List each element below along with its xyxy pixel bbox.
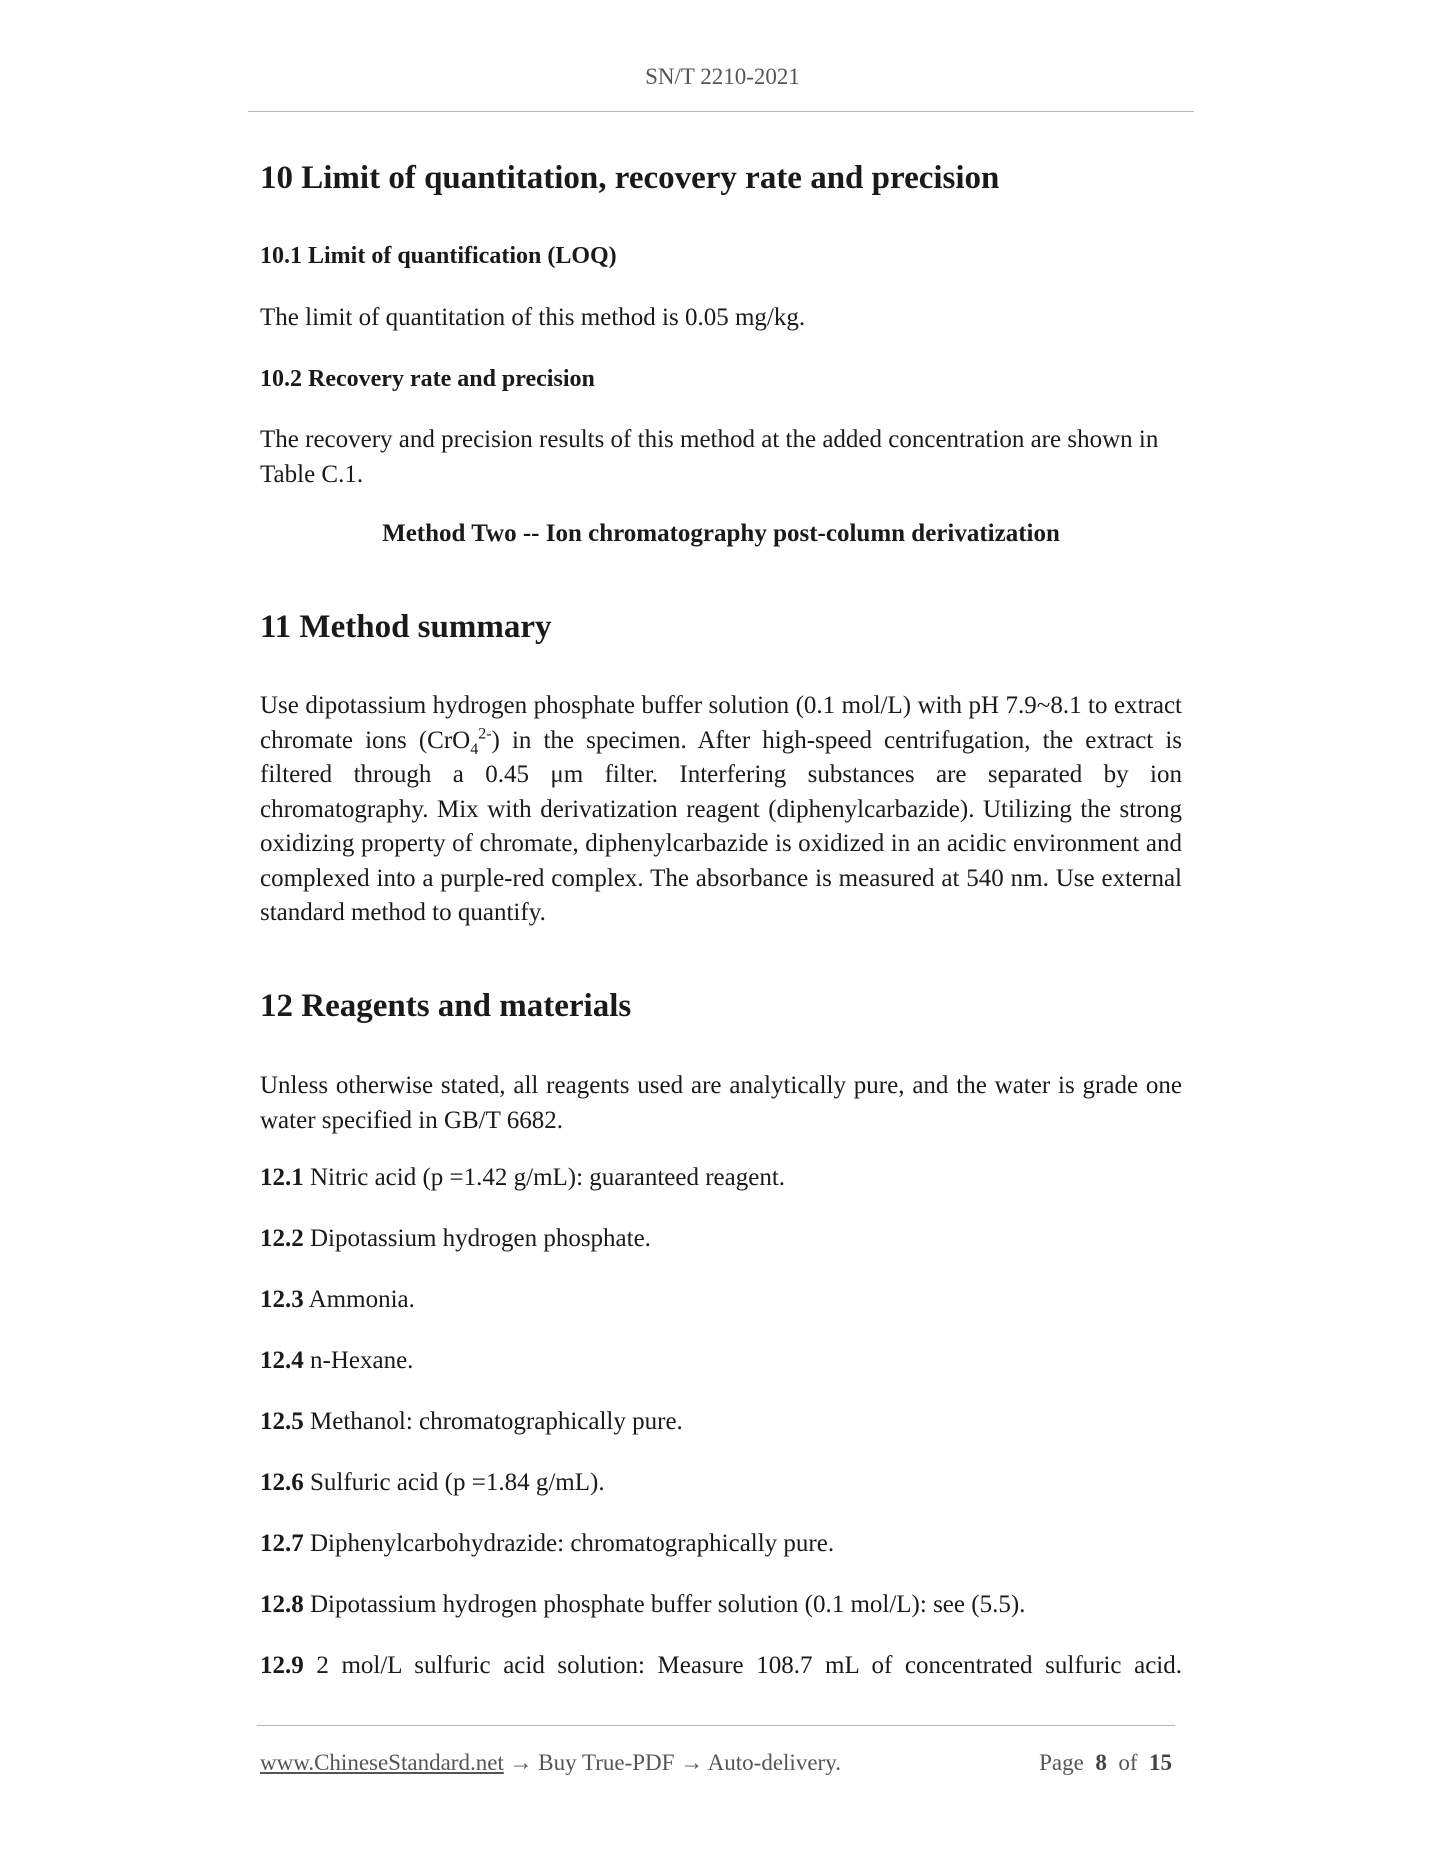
auto-delivery-text: Auto-delivery. <box>707 1750 841 1775</box>
reagent-item: 12.1 Nitric acid (p =1.42 g/mL): guaranteed reagent. <box>260 1164 786 1191</box>
reagent-item: 12.9 2 mol/L sulfuric acid solution: Measure 108.7 mL of concentrated sulfuric acid. <box>260 1652 1183 1679</box>
page-number: Page 8 of 15 <box>1039 1750 1172 1775</box>
section-12-intro: Unless otherwise stated, all reagents used are analytically pure, and the water is grade one water specified in GB/T 6682. <box>260 1072 1182 1134</box>
formula-superscript: 2- <box>478 725 492 743</box>
section-10-2-text: The recovery and precision results of this method at the added concentration are shown in Table C.1. <box>260 426 1159 488</box>
total-pages: 15 <box>1149 1750 1172 1775</box>
arrow-right-icon: → <box>509 1750 533 1775</box>
section-11-heading: 11 Method summary <box>260 609 552 645</box>
footer-divider <box>257 1725 1175 1726</box>
reagent-item: 12.2 Dipotassium hydrogen phosphate. <box>260 1225 651 1252</box>
section-10-1-heading: 10.1 Limit of quantification (LOQ) <box>260 243 617 269</box>
buy-true-pdf-text: Buy True-PDF <box>538 1750 675 1775</box>
section-11-text: Use dipotassium hydrogen phosphate buffer solution (0.1 mol/L) with pH 7.9~8.1 to extract chromate ions (CrO$_4^{2-}$) in the specimen. After high-speed centrifugation, the extract is filtered through a 0.45 μm filter. Interfering substances are separated by ion chromatography. Mix with derivatization reagent (diphenylcarbazide). Utilizing the strong oxidizing property of chromate, diphenylcarbazide is oxidized in an acidic environment and complexed into a purple-red complex. The absorbance is measured at 540 nm. Use external standard method to quantify. <box>260 692 1182 926</box>
reagent-item: 12.6 Sulfuric acid (p =1.84 g/mL). <box>260 1469 605 1496</box>
section-10-heading: 10 Limit of quantitation, recovery rate and precision <box>260 160 1000 196</box>
document-code-header: SN/T 2210-2021 <box>645 64 800 89</box>
section-12-heading: 12 Reagents and materials <box>260 988 632 1024</box>
method-two-title: Method Two -- Ion chromatography post-column derivatization <box>382 520 1060 547</box>
section-10-2-heading: 10.2 Recovery rate and precision <box>260 366 595 392</box>
reagent-item: 12.7 Diphenylcarbohydrazide: chromatographically pure. <box>260 1530 835 1557</box>
chinese-standard-link[interactable]: www.ChineseStandard.net <box>260 1750 504 1775</box>
formula-subscript: 4 <box>470 740 479 758</box>
reagent-item: 12.4 n-Hexane. <box>260 1347 414 1374</box>
arrow-right-icon: → <box>680 1750 704 1775</box>
current-page: 8 <box>1095 1750 1107 1775</box>
header-divider <box>248 111 1194 112</box>
section-10-1-text: The limit of quantitation of this method is 0.05 mg/kg. <box>260 304 806 331</box>
reagent-item: 12.5 Methanol: chromatographically pure. <box>260 1408 683 1435</box>
reagent-item: 12.3 Ammonia. <box>260 1286 415 1313</box>
reagent-item: 12.8 Dipotassium hydrogen phosphate buffer solution (0.1 mol/L): see (5.5). <box>260 1591 1026 1618</box>
